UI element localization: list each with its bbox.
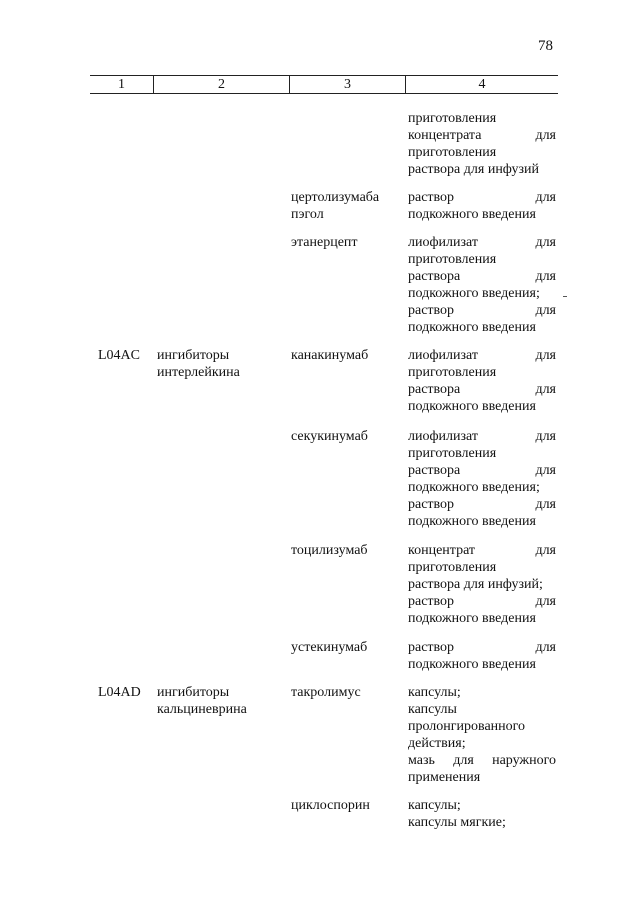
form-line: приготовления — [408, 111, 497, 126]
form-line: приготовления — [408, 252, 497, 267]
form-line: раствор для — [408, 190, 556, 205]
row-form — [408, 189, 556, 223]
row-form — [408, 347, 556, 415]
row-substance — [291, 347, 399, 364]
row-group — [157, 684, 282, 718]
atc-code: L04AC — [98, 348, 140, 363]
form-line: приготовления — [408, 365, 497, 380]
substance-line: пэгол — [291, 207, 324, 222]
form-line: раствор для — [408, 497, 556, 512]
header-col2: 2 — [218, 77, 225, 92]
row-code — [98, 347, 156, 364]
form-line: лиофилизат для — [408, 348, 556, 363]
form-line: лиофилизат для — [408, 235, 556, 250]
row-form — [408, 797, 556, 831]
substance-line: этанерцепт — [291, 235, 358, 250]
form-line: подкожного введения — [408, 207, 536, 222]
form-line: мазь для наружного — [408, 753, 556, 768]
form-line: подкожного введения — [408, 320, 536, 335]
row-substance — [291, 428, 399, 445]
form-line: применения — [408, 770, 481, 785]
group-line: интерлейкина — [157, 365, 240, 380]
form-line: раствор для — [408, 303, 556, 318]
row-form — [408, 428, 556, 530]
row-form — [408, 639, 556, 673]
row-form — [408, 542, 556, 627]
form-line: капсулы — [408, 702, 457, 717]
header-col1: 1 — [118, 77, 125, 92]
form-line: раствор для — [408, 640, 556, 655]
substance-line: канакинумаб — [291, 348, 369, 363]
group-line: ингибиторы — [157, 685, 230, 700]
form-line: подкожного введения — [408, 611, 536, 626]
form-line: пролонгированного — [408, 719, 526, 734]
group-line: ингибиторы — [157, 348, 230, 363]
form-line: раствора для — [408, 382, 556, 397]
stray-mark — [563, 296, 567, 297]
page-number: 78 — [538, 38, 553, 54]
row-substance — [291, 684, 399, 701]
header-col4: 4 — [478, 77, 486, 92]
form-line: капсулы; — [408, 685, 461, 700]
substance-line: цертолизумаба — [291, 190, 380, 205]
substance-line: такролимус — [291, 685, 361, 700]
form-line: приготовления — [408, 145, 497, 160]
form-line: раствора для — [408, 463, 556, 478]
form-line: подкожного введения; — [408, 286, 540, 301]
form-line: лиофилизат для — [408, 429, 556, 444]
form-line: раствора для инфузий; — [408, 577, 543, 592]
form-line: раствор для — [408, 594, 556, 609]
atc-code: L04AD — [98, 685, 141, 700]
form-line: капсулы мягкие; — [408, 815, 506, 830]
row-group — [157, 347, 282, 381]
group-line: кальциневрина — [157, 702, 247, 717]
substance-line: циклоспорин — [291, 798, 370, 813]
form-line: концентрат для — [408, 543, 556, 558]
row-form — [408, 684, 556, 786]
row-form — [408, 234, 556, 336]
substance-line: секукинумаб — [291, 429, 368, 444]
row-code — [98, 684, 156, 701]
row-substance — [291, 234, 399, 251]
table-header — [90, 75, 558, 94]
row-form — [408, 110, 556, 178]
row-substance — [291, 639, 399, 656]
form-line: раствора для — [408, 269, 556, 284]
form-line: раствора для инфузий — [408, 162, 540, 177]
form-line: приготовления — [408, 446, 497, 461]
form-line: приготовления — [408, 560, 497, 575]
form-line: подкожного введения — [408, 399, 536, 414]
substance-line: устекинумаб — [291, 640, 368, 655]
form-line: подкожного введения — [408, 514, 536, 529]
form-line: концентрата для — [408, 128, 556, 143]
row-substance — [291, 797, 399, 814]
form-line: подкожного введения; — [408, 480, 540, 495]
row-substance — [291, 542, 399, 559]
form-line: подкожного введения — [408, 657, 536, 672]
substance-line: тоцилизумаб — [291, 543, 368, 558]
form-line: капсулы; — [408, 798, 461, 813]
row-substance — [291, 189, 399, 223]
form-line: действия; — [408, 736, 466, 751]
header-col3: 3 — [344, 77, 351, 92]
